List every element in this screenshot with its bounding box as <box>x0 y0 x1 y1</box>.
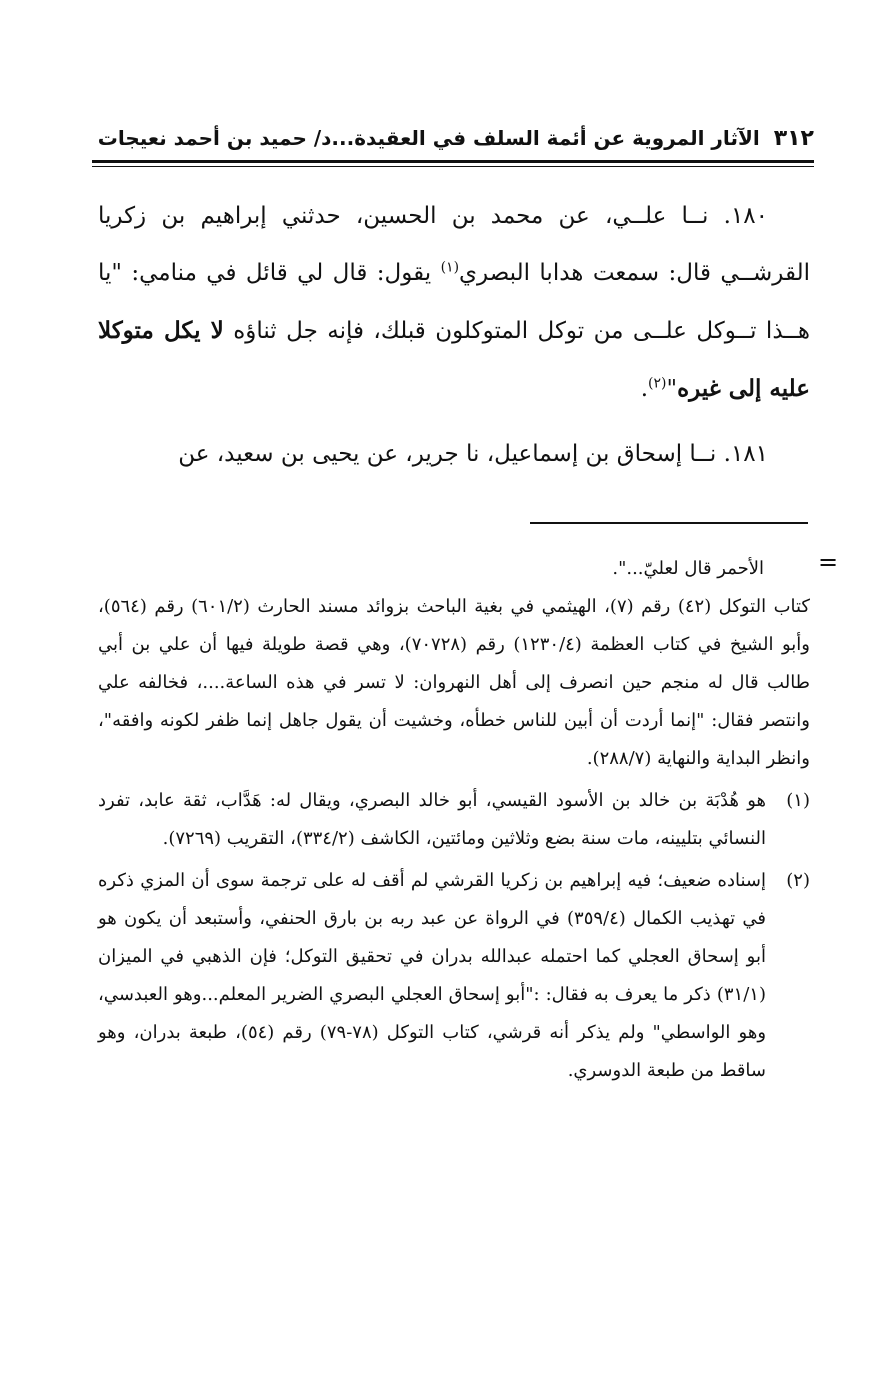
footnote-continuation: كتاب التوكل (٤٢) رقم (٧)، الهيثمي في بغية الباحث بزوائد مسند الحارث (٦٠١/٢) رقم (٥٦٤)، وأبو الشيخ في كتاب العظمة (١٢٣٠/٤) رقم (٧٠٧٢٨)، وهي قصة طويلة فيها أن علي بن أبي طالب قال له منجم حين انصرف إلى أهل النهروان: لا تسر في هذه الساعة....، فخالفه علي وانتصر فقال: "إنما أردت أن أبين للناس خطأه، وخشيت أن يقول جاهل إنما ظفر لكونه وافقه"، وانظر البداية والنهاية (٢٨٨/٧). <box>98 596 811 769</box>
entry-180-quote-close: " <box>666 376 678 402</box>
footnote-ref-2[interactable]: (٢) <box>648 375 667 392</box>
footnote-separator <box>530 522 808 524</box>
footnote-continuation-first-line: الأحمر قال لعليّ...". <box>612 558 764 579</box>
footnote-1 <box>98 782 810 858</box>
footnote-2-text: إسناده ضعيف؛ فيه إبراهيم بن زكريا القرشي لم أقف له على ترجمة سوى أن المزي ذكره في تهذيب الكمال (٣٥٩/٤) في الرواة عن عبد ربه بن بارق الحنفي، وأستبعد أن يكون هو أبو إسحاق العجلي كما احتمله عبدالله بدران في تحقيق التوكل؛ فإن الذهبي في الميزان (٣١/١) ذكر ما يعرف به فقال: :"أبو إسحاق العجلي البصري الضرير المعلم...وهو العبدسي، وهو الواسطي" ولم يذكر أنه قرشي، كتاب التوكل (٧٨-٧٩) رقم (٥٤)، طبعة بدران، وهو ساقط من طبعة الدوسري. <box>98 870 767 1081</box>
main-text <box>98 188 810 483</box>
entry-180-end: . <box>640 376 649 402</box>
entry-180-bold-phrase: لا يكل متوكلا عليه إلى غيره <box>98 317 810 402</box>
entry-181: ١٨١. نــا إسحاق بن إسماعيل، نا جرير، عن يحيى بن سعيد، عن <box>178 441 768 467</box>
footnote-2 <box>98 862 810 1090</box>
footnotes <box>98 550 810 1090</box>
header-rule-thin <box>92 166 814 167</box>
entry-180-text-1: ١٨٠. نــا علــي، عن محمد بن الحسين، حدثني إبراهيم بن زكريا القرشــي قال: سمعت هدابا البصري <box>98 203 810 286</box>
entry-180-text-2: يقول: قال لي قائل في منامي: "يا هــذا تــوكل علــى من توكل المتوكلون قبلك، فإنه جل ثناؤه <box>98 260 811 344</box>
continuation-mark: = <box>818 548 839 576</box>
footnote-2-number: (٢) <box>786 870 810 891</box>
footnote-1-number: (١) <box>786 790 810 811</box>
page-header <box>92 118 814 158</box>
header-rule-thick <box>92 160 814 163</box>
running-title: الآثار المروية عن أئمة السلف في العقيدة...د/ حميد بن أحمد نعيجات <box>97 126 760 150</box>
footnote-ref-1[interactable]: (١) <box>440 259 460 276</box>
entry-180 <box>98 188 810 418</box>
page-number: ٣١٢ <box>773 125 814 151</box>
footnote-1-text: هو هُدْبَة بن خالد بن الأسود القيسي، أبو خالد البصري، ويقال له: هَدَّاب، ثقة عابد، تفرد النسائي بتليينه، مات سنة بضع وثلاثين ومائتين، الكاشف (٣٣٤/٢)، التقريب (٧٢٦٩). <box>98 790 766 849</box>
